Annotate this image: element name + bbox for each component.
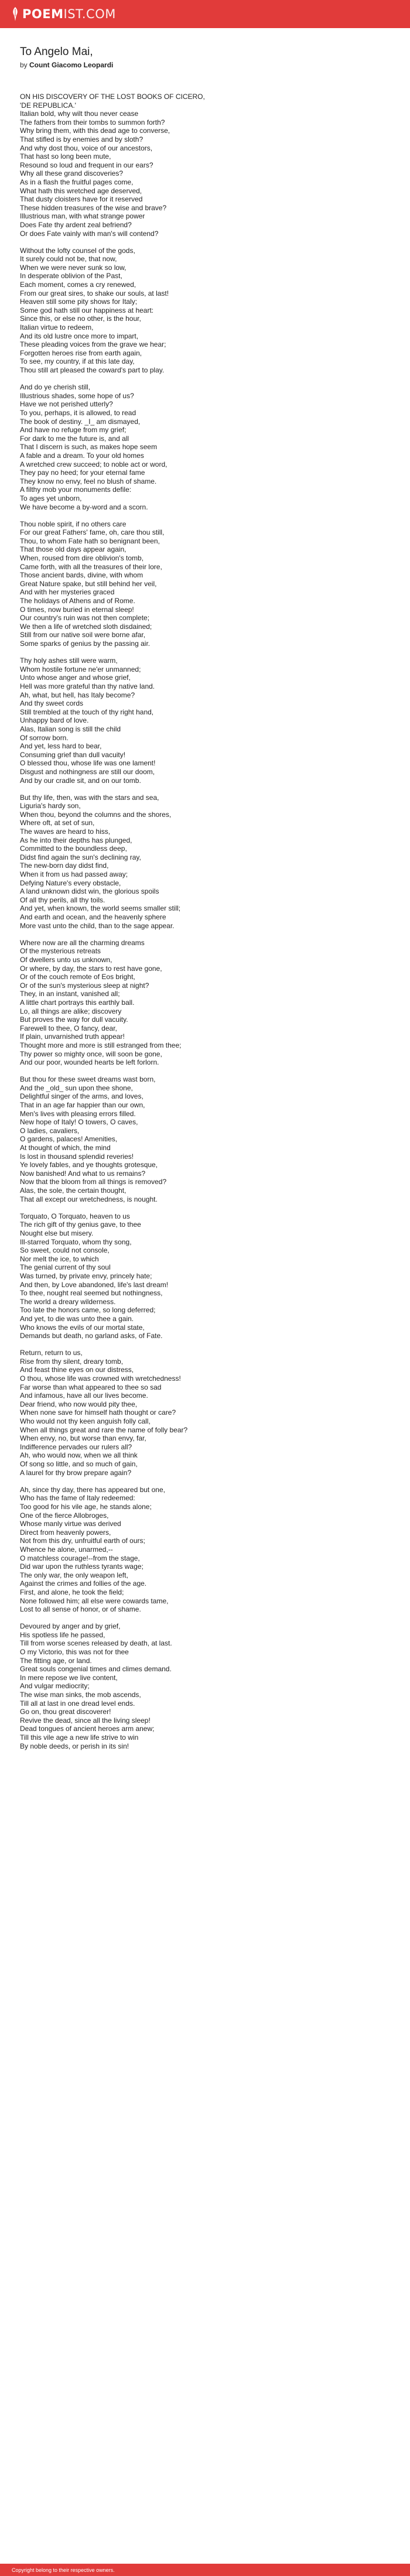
poem-line: When it from us had passed away;	[20, 870, 128, 879]
poem-line: Italian virtue to redeem,	[20, 323, 94, 332]
poem-line: Didst find again the sun's declining ray,	[20, 853, 141, 861]
poem-line: Unto whose anger and whose grief,	[20, 673, 131, 682]
poem-line: Where oft, at set of sun,	[20, 819, 95, 827]
poem-line: Lost to all sense of honor, or of shame.	[20, 1605, 141, 1614]
poem-line: The fitting age, or land.	[20, 1656, 92, 1665]
poem-line: A wretched crew succeed; to noble act or word,	[20, 460, 168, 468]
poem-line: That in an age far happier than our own,	[20, 1101, 145, 1110]
poem-line: The holidays of Athens and of Rome.	[20, 597, 135, 605]
poem-line: And yet, to die was unto thee a gain.	[20, 1314, 134, 1323]
byline-prefix: by	[20, 61, 30, 69]
poem-line: Those ancient bards, divine, with whom	[20, 571, 144, 580]
poem-line: Nought else but misery.	[20, 1229, 94, 1237]
poem-line: When envy, no, but worse than envy, far,	[20, 1434, 146, 1443]
poem-line: The only war, the only weapon left,	[20, 1571, 128, 1579]
poem-line: Thy holy ashes still were warm,	[20, 656, 118, 665]
poem-line: As in a flash the fruitful pages come,	[20, 177, 134, 186]
poem-line: And with her mysteries graced	[20, 588, 115, 597]
stanza	[20, 247, 390, 375]
poem-line: O times, now buried in eternal sleep!	[20, 605, 134, 614]
poem-line: Italian bold, why wilt thou never cease	[20, 110, 139, 118]
poem-line: And then, by Love abandoned, life's last dream!	[20, 1280, 169, 1289]
poem-line: O matchless courage!--from the stage,	[20, 1554, 140, 1562]
poem-line: Torquato, O Torquato, heaven to us	[20, 1212, 130, 1220]
poem-line: Thou, to whom Fate hath so benignant been,	[20, 536, 160, 545]
poem-line: Thou noble spirit, if no others care	[20, 519, 127, 528]
poem-line: And yet, when known, the world seems smaller still;	[20, 904, 181, 913]
poem-line: Direct from heavenly powers,	[20, 1528, 111, 1537]
poem-line: His spotless life he passed,	[20, 1630, 105, 1639]
poem-line: Was turned, by private envy, princely hate;	[20, 1271, 152, 1280]
poem-line: Rise from thy silent, dreary tomb,	[20, 1357, 124, 1366]
poem-line: Whence he alone, unarmed,--	[20, 1545, 113, 1554]
poem-line: O thou, whose life was crowned with wretchedness!	[20, 1374, 181, 1383]
poem-line: Unhappy bard of love.	[20, 716, 89, 725]
poem-line: Still from our native soil were borne afar,	[20, 631, 146, 639]
poem-line: And our poor, wounded hearts be left forlorn.	[20, 1058, 159, 1067]
poem-line: Indifference pervades our rulers all?	[20, 1442, 132, 1451]
poem-line: Nor melt the ice, to which	[20, 1254, 99, 1263]
poem-line: From our great sires, to shake our souls, at last!	[20, 289, 169, 297]
poem-line: A fable and a dream. To your old homes	[20, 451, 144, 460]
poem-line: The genial current of thy soul	[20, 1263, 111, 1272]
poem-line: Go on, thou great discoverer!	[20, 1708, 111, 1716]
stanza	[20, 656, 390, 785]
poem-line: So sweet, could not console,	[20, 1246, 110, 1255]
poem-line: That hast so long been mute,	[20, 152, 111, 161]
poem-line: O ladies, cavaliers,	[20, 1126, 80, 1135]
poem-line: Till from worse scenes released by death, at last.	[20, 1639, 172, 1648]
poem-line: O my Victorio, this was not for thee	[20, 1648, 129, 1657]
poem-line: The fathers from their tombs to summon forth?	[20, 118, 165, 126]
poem-line: Ah, who would now, when we all think	[20, 1451, 138, 1460]
poem-line: Farewell to thee, O fancy, dear,	[20, 1024, 117, 1032]
poem-line: And vulgar mediocrity;	[20, 1682, 90, 1691]
poem-line: New hope of Italy! O towers, O caves,	[20, 1118, 138, 1127]
stanza	[20, 520, 390, 648]
poem-line: We then a life of wretched sloth disdained;	[20, 622, 152, 631]
stanza	[20, 1349, 390, 1477]
poem-line: Of song so little, and so much of gain,	[20, 1460, 138, 1468]
poem-line: To ages yet unborn,	[20, 494, 82, 502]
poem-line: Of all thy perils, all thy toils.	[20, 895, 105, 904]
poem-line: Whose manly virtue was derived	[20, 1520, 121, 1528]
poem-line: Far worse than what appeared to thee so sad	[20, 1383, 162, 1391]
poem-line: For our great Fathers' fame, oh, care thou still,	[20, 528, 165, 537]
poem-line: If plain, unvarnished truth appear!	[20, 1032, 125, 1041]
poem-line: In desperate oblivion of the Past,	[20, 272, 122, 280]
stanza	[20, 939, 390, 1067]
poem-line: Or of the sun's mysterious sleep at night?	[20, 981, 149, 990]
poem-line: Ye lovely fables, and ye thoughts grotesque,	[20, 1161, 158, 1169]
poem-line: When none save for himself hath thought or care?	[20, 1408, 176, 1417]
poem-line: But proves the way for dull vacuity.	[20, 1015, 128, 1024]
poem-line: That I discern is such, as makes hope seem	[20, 443, 158, 451]
poem-line: And earth and ocean, and the heavenly sphere	[20, 913, 166, 921]
poem-line: They pay no heed; for your eternal fame	[20, 468, 145, 477]
poem-line: Heaven still some pity shows for Italy;	[20, 297, 138, 306]
poem-line: They know no envy, feel no blush of shame.	[20, 477, 157, 485]
site-footer	[0, 2564, 410, 2576]
author-link[interactable]: Count Giacomo Leopardi	[29, 61, 114, 69]
poem-line: And yet, less hard to bear,	[20, 742, 102, 751]
poem-content	[0, 28, 410, 1750]
poem-line: By noble deeds, or perish in its sin!	[20, 1742, 129, 1750]
poem-line: That stifled is by enemies and by sloth?	[20, 135, 144, 143]
poem-line: The world a dreary wilderness.	[20, 1297, 116, 1306]
poem-line: Too good for his vile age, he stands alone;	[20, 1502, 152, 1511]
stanza	[20, 793, 390, 930]
poem-line: Some god hath still our happiness at heart:	[20, 306, 154, 314]
poem-line: Return, return to us,	[20, 1349, 83, 1357]
poem-line: Resound so loud and frequent in our ears?	[20, 160, 153, 169]
poem-line: Disgust and nothingness are still our doom,	[20, 767, 155, 776]
poem-line: Did war upon the ruthless tyrants wage;	[20, 1562, 144, 1571]
copyright-text: Copyright belong to their respective owners.	[12, 2567, 115, 2573]
poem-line: We have become a by-word and a scorn.	[20, 502, 148, 511]
stanza	[20, 1075, 390, 1203]
poem-line: When we were never sunk so low,	[20, 263, 127, 272]
poem-line: These hidden treasures of the wise and brave?	[20, 203, 167, 212]
poem-line: Great Nature spake, but still behind her veil,	[20, 579, 157, 588]
poem-line: That all except our wretchedness, is nought.	[20, 1195, 158, 1203]
poem-line: Hell was more grateful than thy native land.	[20, 682, 155, 690]
poem-line: As he into their depths has plunged,	[20, 836, 132, 844]
poem-line: Whom hostile fortune ne'er unmanned;	[20, 665, 141, 673]
poem-line: And have no refuge from my grief;	[20, 426, 127, 435]
poem-line: Now that the bloom from all things is removed?	[20, 1178, 167, 1186]
poem-line: But thy life, then, was with the stars and sea,	[20, 793, 159, 802]
byline	[20, 61, 390, 69]
poem-line: To see, my country, if at this late day,	[20, 357, 135, 366]
poem-line: These pleading voices from the grave we hear;	[20, 340, 166, 349]
poem-line: In mere repose we live content,	[20, 1673, 118, 1682]
poem-line: That those old days appear again,	[20, 545, 127, 554]
poem-line: When thou, beyond the columns and the shores,	[20, 810, 172, 819]
poem-line: They, in an instant, vanished all;	[20, 990, 120, 998]
poem-line: But thou for these sweet dreams wast born,	[20, 1075, 156, 1084]
poem-line: A little chart portrays this earthly ball.	[20, 998, 135, 1007]
poem-line: And by our cradle sit, and on our tomb.	[20, 776, 141, 785]
poem-line: The book of destiny. _I_ am dismayed,	[20, 417, 141, 426]
poem-line: Some sparks of genius by the passing air.	[20, 639, 151, 648]
poem-line: Why all these grand discoveries?	[20, 169, 124, 178]
poem-line: The wise man sinks, the mob ascends,	[20, 1691, 141, 1699]
poem-line: A filthy mob your monuments defile:	[20, 485, 132, 494]
poem-line: Came forth, with all the treasures of their lore,	[20, 562, 162, 571]
poem-line: A laurel for thy brow prepare again?	[20, 1468, 132, 1477]
poem-line: Devoured by anger and by grief,	[20, 1622, 121, 1631]
poem-line: Who knows the evils of our mortal state,	[20, 1323, 145, 1332]
poem-line: O blessed thou, whose life was one lament!	[20, 759, 156, 768]
poem-line: Now banished! And what to us remains?	[20, 1169, 146, 1178]
poem-line: Since this, or else no other, is the hour,	[20, 314, 141, 323]
poem-line: Men's lives with pleasing errors filled.	[20, 1109, 136, 1118]
poem-line: Our country's ruin was not then complete;	[20, 614, 150, 622]
poem-line: Thought more and more is still estranged from thee;	[20, 1041, 182, 1049]
poem-line: Thou still art pleased the coward's part to play.	[20, 366, 165, 374]
poem-line: The rich gift of thy genius gave, to thee	[20, 1220, 141, 1229]
poem-line: ON HIS DISCOVERY OF THE LOST BOOKS OF CICERO,	[20, 93, 205, 101]
poem-line: The new-born day didst find,	[20, 861, 109, 870]
poem-line: 'DE REPUBLICA.'	[20, 101, 76, 110]
poem-line: At thought of which, the mind	[20, 1144, 111, 1152]
poem-line: Committed to the boundless deep,	[20, 844, 127, 853]
poem-line: Great souls congenial times and climes demand.	[20, 1665, 172, 1674]
poem-line: Why bring them, with this dead age to converse,	[20, 126, 170, 135]
logo-text	[22, 7, 116, 21]
poem-line: Or does Fate vainly with man's will contend?	[20, 229, 159, 238]
poem-line: Thy power so mighty once, will soon be gone,	[20, 1049, 162, 1058]
poem-line: Who would not thy keen anguish folly call,	[20, 1417, 151, 1426]
poem-line: Illustrious man, with what strange power	[20, 212, 145, 221]
poem-line: Of dwellers unto us unknown,	[20, 955, 112, 964]
poem-line: Defying Nature's every obstacle,	[20, 878, 121, 887]
logo-text-light: IST.COM	[63, 7, 116, 21]
poem-line: Demands but death, no garland asks, of Fate.	[20, 1332, 163, 1340]
poem-line: Too late the honors came, so long deferred;	[20, 1306, 156, 1315]
stanza	[20, 1622, 390, 1750]
stanza	[20, 1486, 390, 1614]
poem-line: And do ye cherish still,	[20, 383, 91, 392]
poem-line: Alas, Italian song is still the child	[20, 724, 121, 733]
poem-line: And the _old_ sun upon thee shone,	[20, 1083, 133, 1092]
poem-line: One of the fierce Allobroges,	[20, 1511, 109, 1520]
poem-line: Of sorrow born.	[20, 733, 69, 742]
poem-line: Of the mysterious retreats	[20, 947, 101, 956]
poem-line: Ah, what, but hell, has Italy become?	[20, 690, 135, 699]
poem-line: First, and alone, he took the field;	[20, 1588, 124, 1596]
poem-line: The waves are heard to hiss,	[20, 827, 111, 836]
poem-line: And infamous, have all our lives become.	[20, 1391, 148, 1400]
poem-line: That dusty cloisters have for it reserved	[20, 195, 143, 204]
poem-line: To you, perhaps, it is allowed, to read	[20, 408, 136, 417]
poem-body	[20, 93, 390, 1750]
poem-line: O gardens, palaces! Amenities,	[20, 1135, 118, 1144]
site-header	[0, 0, 410, 28]
poem-line: Where now are all the charming dreams	[20, 938, 145, 947]
poem-line: Dead tongues of ancient heroes arm anew;	[20, 1725, 155, 1733]
poem-line: Have we not perished utterly?	[20, 400, 113, 409]
poem-line: Without the lofty counsel of the gods,	[20, 246, 135, 255]
poem-line: Lo, all things are alike; discovery	[20, 1007, 122, 1015]
stanza	[20, 93, 390, 238]
poem-line: And thy sweet cords	[20, 699, 84, 708]
poem-line: To thee, nought real seemed but nothingness,	[20, 1289, 163, 1298]
poem-line: Is lost in thousand splendid reveries!	[20, 1152, 134, 1161]
quill-pen-icon	[12, 7, 19, 21]
poem-line: Till all at last in one dread level ends.	[20, 1699, 135, 1708]
poem-line: Ah, since thy day, there has appeared but one,	[20, 1485, 165, 1494]
poem-line: It surely could not be, that now,	[20, 255, 117, 264]
stanza	[20, 383, 390, 511]
poem-line: Delightful singer of the arms, and loves,	[20, 1092, 144, 1101]
poem-line: For dark to me the future is, and all	[20, 434, 129, 443]
poem-line: Not from this dry, unfruitful earth of ours;	[20, 1537, 145, 1545]
poem-line: Consuming grief than dull vacuity!	[20, 750, 126, 759]
poem-line: Ill-starred Torquato, whom thy song,	[20, 1237, 132, 1246]
poem-line: Against the crimes and follies of the age.	[20, 1579, 147, 1588]
poem-line: Till this vile age a new life strive to win	[20, 1733, 139, 1742]
poem-line: When all things great and rare the name of folly bear?	[20, 1425, 188, 1434]
poem-line: Who has the fame of Italy redeemed:	[20, 1494, 135, 1503]
poem-line: And its old lustre once more to impart,	[20, 331, 139, 340]
poem-line: Liguria's hardy son,	[20, 802, 81, 810]
stanza	[20, 1212, 390, 1340]
poem-line: None followed him; all else were cowards tame,	[20, 1596, 169, 1605]
poem-line: Each moment, comes a cry renewed,	[20, 280, 136, 289]
poem-line: Revive the dead, since all the living sleep!	[20, 1716, 151, 1725]
poem-line: Does Fate thy ardent zeal befriend?	[20, 220, 132, 229]
poem-line: Alas, the sole, the certain thought,	[20, 1186, 127, 1195]
poem-line: And feast thine eyes on our distress,	[20, 1366, 134, 1374]
poem-line: Or of the couch remote of Eos bright,	[20, 973, 135, 981]
poem-line: Illustrious shades, some hope of us?	[20, 391, 134, 400]
poem-line: When, roused from dire oblivion's tomb,	[20, 554, 144, 563]
poem-line: Or where, by day, the stars to rest have gone,	[20, 964, 162, 973]
site-logo[interactable]	[12, 7, 116, 21]
logo-text-strong: POEM	[22, 7, 64, 21]
poem-line: More vast unto the child, than to the sage appear.	[20, 921, 175, 930]
poem-title: To Angelo Mai,	[20, 46, 93, 58]
poem-line: Forgotten heroes rise from earth again,	[20, 348, 142, 357]
poem-line: Still trembled at the touch of thy right hand,	[20, 707, 154, 716]
poem-line: Dear friend, who now would pity thee,	[20, 1400, 138, 1408]
poem-line: And why dost thou, voice of our ancestors,	[20, 143, 153, 152]
poem-line: A land unknown didst win, the glorious spoils	[20, 887, 159, 896]
poem-line: What hath this wretched age deserved,	[20, 186, 142, 195]
